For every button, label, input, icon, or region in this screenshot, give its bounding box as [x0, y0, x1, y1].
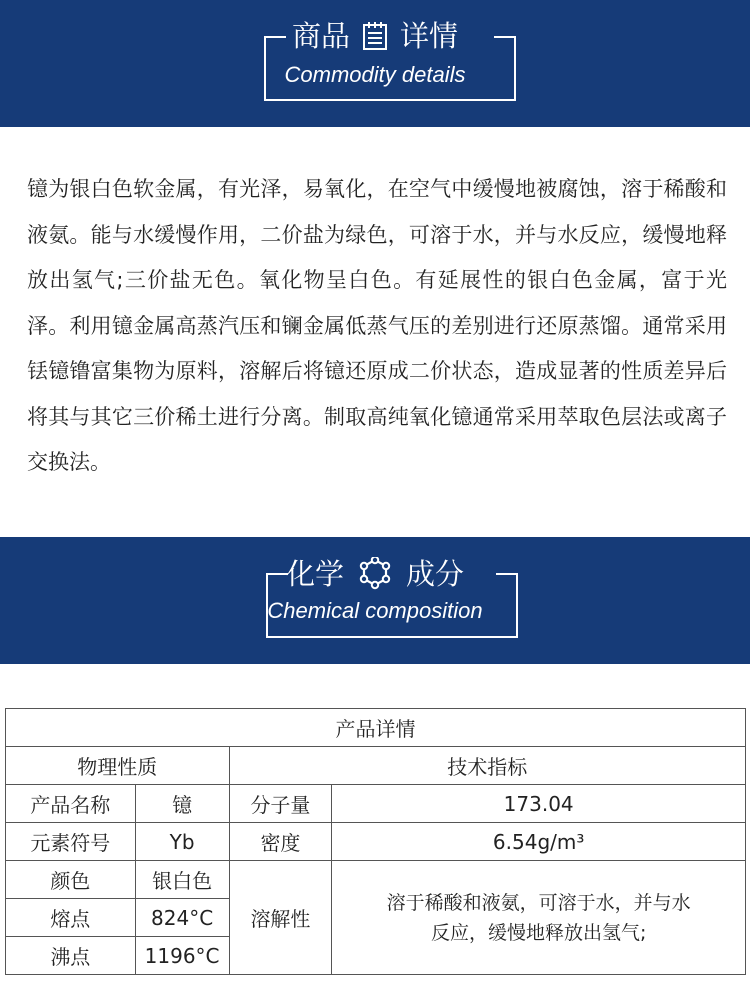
density-label: 密度 — [229, 823, 332, 861]
chemical-composition-title — [0, 556, 750, 592]
symbol-value: Yb — [135, 823, 229, 861]
product-spec-table — [5, 708, 746, 975]
product-description: 镱为银白色软金属，有光泽，易氧化，在空气中缓慢地被腐蚀，溶于稀酸和液氨。能与水缓慢作用，二价盐为绿色，可溶于水，并与水反应，缓慢地释放出氢气;三价盐无色。氧化物呈白色。有延展性的银白色金属，富于光泽。利用镱金属高蒸汽压和镧金属低蒸气压的差别进行还原蒸馏。通常采用铥镱镥富集物为原料，溶解后将镱还原成二价状态，造成显著的性质差异后将其与其它三价稀土进行分离。制取高纯氧化镱通常采用萃取色层法或离子交换法。 — [27, 177, 727, 474]
melting-point-value: 824°C — [135, 899, 229, 937]
molecular-weight-label: 分子量 — [229, 785, 332, 823]
melting-point-label: 熔点 — [6, 899, 136, 937]
symbol-label: 元素符号 — [6, 823, 136, 861]
title-left-text: 化学 — [285, 557, 344, 591]
solubility-text: 溶于稀酸和液氨，可溶于水，并与水反应，缓慢地释放出氢气; — [386, 891, 691, 944]
title-right-text: 详情 — [400, 19, 459, 53]
notepad-icon — [362, 21, 388, 51]
boiling-point-value: 1196°C — [135, 937, 229, 975]
color-label: 颜色 — [6, 861, 136, 899]
header-physical-properties: 物理性质 — [6, 747, 230, 785]
table-row — [6, 785, 746, 823]
table-row — [6, 861, 746, 899]
solubility-value — [332, 861, 746, 975]
molecular-weight-value: 173.04 — [332, 785, 746, 823]
color-value: 银白色 — [135, 861, 229, 899]
title-right-text: 成分 — [406, 557, 465, 591]
table-row — [6, 747, 746, 785]
commodity-details-title — [0, 18, 750, 54]
molecule-icon — [356, 557, 394, 591]
commodity-details-subtitle: Commodity details — [284, 62, 466, 87]
table-row — [6, 709, 746, 747]
table-caption: 产品详情 — [6, 709, 746, 747]
chemical-composition-subtitle: Chemical composition — [267, 598, 483, 623]
density-value: 6.54g/m³ — [332, 823, 746, 861]
table-row — [6, 823, 746, 861]
header-technical-specs: 技术指标 — [229, 747, 745, 785]
title-left-text: 商品 — [291, 19, 350, 53]
solubility-label: 溶解性 — [229, 861, 332, 975]
product-name-value: 镱 — [135, 785, 229, 823]
boiling-point-label: 沸点 — [6, 937, 136, 975]
product-name-label: 产品名称 — [6, 785, 136, 823]
